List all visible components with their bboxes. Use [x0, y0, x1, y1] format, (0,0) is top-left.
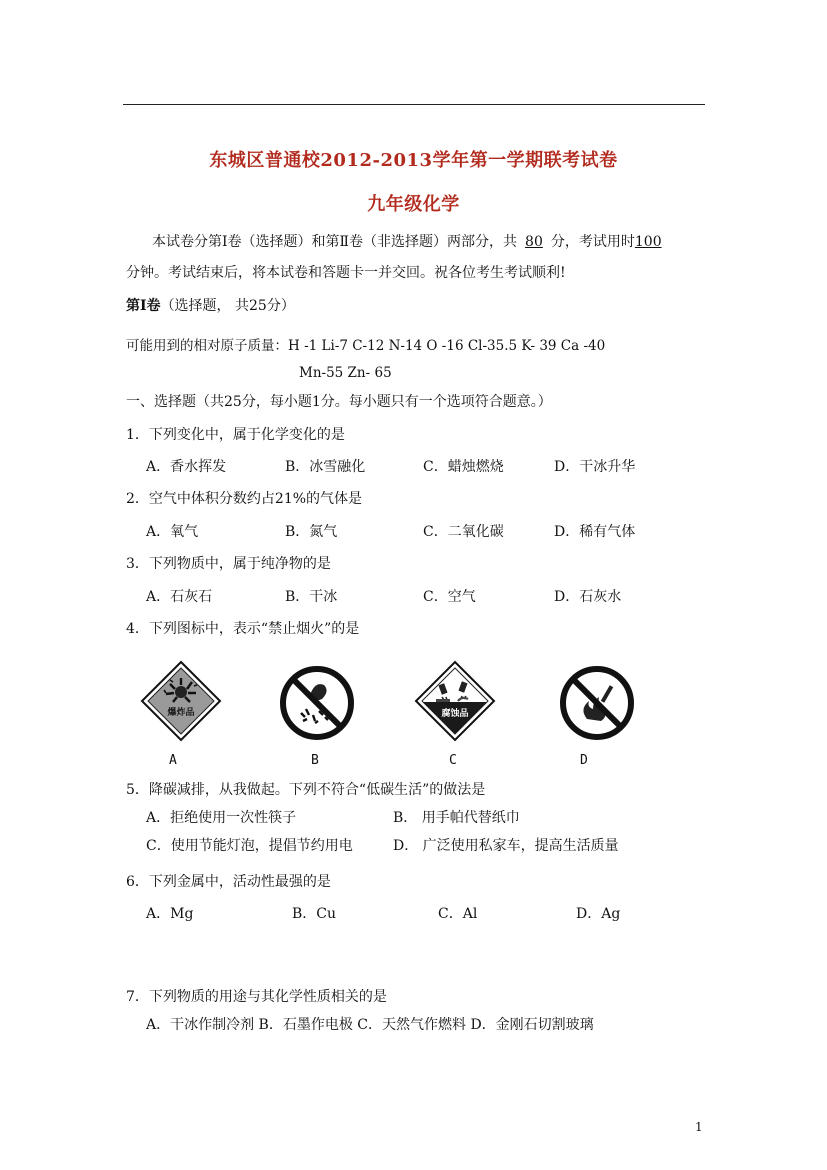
question-4-stem: 4．下列图标中，表示“禁止烟火”的是 [126, 621, 360, 637]
question-3-option-c: C．空气 [423, 589, 476, 605]
question-5-option-c: C．使用节能灯泡，提倡节约用电 [146, 838, 353, 854]
exam-title: 东城区普通校2012-2013学年第一学期联考试卷 [209, 150, 618, 171]
question-6-option-b: B．Cu [292, 906, 337, 922]
intro-line-1 [152, 231, 662, 251]
intro-minutes: 100 [634, 234, 662, 250]
question-6-option-c: C．Al [438, 906, 478, 922]
atomic-masses-line-2: Mn-55 Zn- 65 [299, 365, 392, 381]
exam-subtitle: 九年级化学 [367, 194, 460, 215]
question-6-option-d: D．Ag [576, 906, 621, 922]
question-1-option-a: A．香水挥发 [146, 459, 227, 475]
question-2-option-d: D．稀有气体 [554, 524, 636, 540]
question-3-option-a: A．石灰石 [146, 589, 213, 605]
corrosive-sign-text: 腐蚀品 [441, 709, 469, 719]
question-5-option-a: A．拒绝使用一次性筷子 [146, 810, 297, 826]
intro-score-value: 80 [525, 234, 543, 250]
question-1-option-b: B．冰雪融化 [285, 459, 366, 475]
explosive-sign-text: 爆炸品 [167, 708, 195, 718]
question-4-option-a: A [169, 753, 177, 768]
section1-heading [126, 295, 295, 315]
question-4-option-c: C [449, 753, 457, 768]
no-fireworks-sign [279, 665, 355, 745]
question-5-option-b: B． 用手帕代替纸巾 [393, 810, 520, 826]
intro-score [517, 234, 551, 250]
question-5-stem: 5．降碳减排，从我做起。下列不符合“低碳生活”的做法是 [126, 782, 486, 798]
question-1-option-d: D．干冰升华 [554, 459, 636, 475]
header-rule [123, 104, 705, 105]
question-4-option-b: B [311, 753, 319, 768]
intro-text-b: 分，考试用时 [550, 234, 635, 250]
question-1-option-c: C．蜡烛燃烧 [423, 459, 504, 475]
corrosive-sign [414, 660, 496, 746]
question-6-option-a: A．Mg [146, 906, 194, 922]
question-7-stem: 7．下列物质的用途与其化学性质相关的是 [126, 989, 387, 1005]
part1-heading: 一、选择题（共25分，每小题1分。每小题只有一个选项符合题意。） [126, 394, 552, 410]
explosive-sign [140, 660, 222, 746]
no-open-flame-sign [559, 665, 635, 745]
question-2-option-c: C．二氧化碳 [423, 524, 504, 540]
section1-heading-rest: （选择题， 共25分） [160, 298, 295, 314]
question-5-option-d: D． 广泛使用私家车，提高生活质量 [393, 838, 619, 854]
question-2-option-b: B．氮气 [285, 524, 338, 540]
question-2-option-a: A．氧气 [146, 524, 199, 540]
intro-text-a: 本试卷分第Ⅰ卷（选择题）和第Ⅱ卷（非选择题）两部分，共 [152, 234, 518, 250]
intro-line-2: 分钟。考试结束后，将本试卷和答题卡一并交回。祝各位考生考试顺利! [126, 265, 566, 281]
page-number: 1 [695, 1120, 703, 1134]
question-3-option-d: D．石灰水 [554, 589, 622, 605]
section1-heading-bold: 第Ⅰ卷 [126, 298, 161, 314]
question-7-options: A．干冰作制冷剂 B．石墨作电极 C．天然气作燃料 D．金刚石切割玻璃 [146, 1017, 594, 1033]
question-1-stem: 1．下列变化中，属于化学变化的是 [126, 427, 345, 443]
question-6-stem: 6．下列金属中，活动性最强的是 [126, 874, 331, 890]
question-3-stem: 3．下列物质中，属于纯净物的是 [126, 556, 331, 572]
atomic-masses-line-1: 可能用到的相对原子质量：H -1 Li-7 C-12 N-14 O -16 Cl-35.5 K- 39 Ca -40 [126, 338, 606, 354]
question-3-option-b: B．干冰 [285, 589, 338, 605]
question-4-option-d: D [580, 753, 588, 768]
question-2-stem: 2．空气中体积分数约占21%的气体是 [126, 491, 363, 507]
